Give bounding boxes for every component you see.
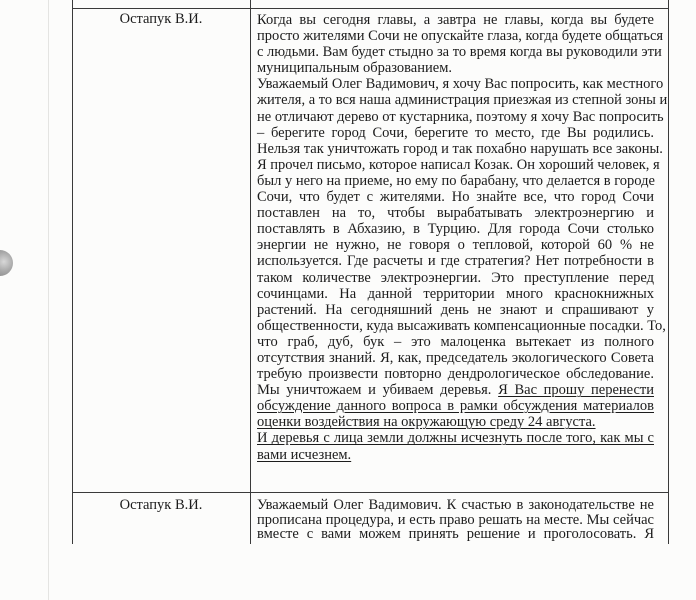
page-fold-line bbox=[48, 0, 49, 600]
text-line: прописана процедура, и есть право решать на месте. Мы сейчас bbox=[257, 511, 654, 528]
punch-hole bbox=[0, 250, 13, 276]
table-border-left bbox=[72, 0, 73, 544]
text-segment: Мы уничтожаем и убиваем деревья. bbox=[257, 382, 492, 399]
text-line: Уважаемый Олег Вадимович, я хочу Вас попросить, как местного bbox=[257, 76, 664, 93]
text-line: общественности, куда высаживать компенсационные посадки. То, bbox=[257, 317, 666, 334]
text-line: отсутствия знаний. Я, как, председатель экологического Совета bbox=[257, 349, 654, 366]
text-line: не отличают дерево от кустарника, поэтому я хочу Вас попросить bbox=[257, 108, 664, 125]
text-line: муниципальным образованием. bbox=[257, 60, 452, 77]
text-line: что граб, дуб, бук – это малоценка вытекает из полного bbox=[257, 333, 654, 350]
text-line: вместе с вами можем принять решение и проголосовать. Я bbox=[257, 526, 654, 543]
text-line: используется. Где расчеты и где стратегия? Нет потребности в bbox=[257, 253, 654, 270]
text-line: Уважаемый Олег Вадимович. К счастью в законодательстве не bbox=[257, 497, 654, 513]
text-line: поставлять в Абхазию, в Турцию. Для города Сочи столько bbox=[257, 221, 654, 238]
table-border-right bbox=[668, 0, 669, 544]
text-line bbox=[257, 382, 654, 398]
table-column-divider bbox=[250, 0, 251, 544]
text-line: сочинцами. На данной территории много краснокнижных bbox=[257, 285, 654, 302]
text-line: – берегите город Сочи, берегите то место, где Вы родились. bbox=[257, 124, 654, 141]
table-row-divider bbox=[72, 492, 669, 493]
text-line: с людьми. Вам будет стыдно за то время когда вы руководили эти bbox=[257, 44, 662, 61]
speaker-name: Остапук В.И. bbox=[119, 11, 203, 27]
text-line: Нельзя так уничтожать город и так похабно нарушать все законы. bbox=[257, 140, 663, 157]
text-line: требую произвести повторно дендрологическое обследование. bbox=[257, 366, 654, 383]
text-line: жителя, а то вся наша администрация приезжая из степной зоны и bbox=[257, 92, 668, 109]
text-line: таком количестве электроэнергии. Это преступление перед bbox=[257, 269, 654, 286]
speech-text bbox=[257, 12, 668, 463]
text-line: растений. На сегодняшний день не знают и спрашивают у bbox=[257, 301, 654, 318]
text-line: Сочи, что будет с жителями. Но знайте все, что город Сочи bbox=[257, 189, 654, 206]
underlined-text-line: обсуждение данного вопроса в рамки обсуждения материалов bbox=[257, 398, 654, 415]
underlined-text-line: И деревья с лица земли должны исчезнуть после того, как мы с bbox=[257, 430, 654, 447]
speech-text bbox=[257, 498, 654, 542]
text-line: был у него на приеме, но ему по барабану, что делается в городе bbox=[257, 172, 655, 189]
text-line: Когда вы сегодня главы, а завтра не главы, когда вы будете bbox=[257, 12, 654, 28]
text-line: поставлен на то, чтобы вырабатывать электроэнергию и bbox=[257, 205, 654, 222]
text-line: Я прочел письмо, которое написал Козак. Он хороший человек, я bbox=[257, 156, 660, 173]
speaker-name: Остапук В.И. bbox=[119, 497, 203, 513]
text-line: просто жителями Сочи не опускайте глаза, когда будете общаться bbox=[257, 28, 664, 45]
underlined-text-segment: Я Вас прошу перенести bbox=[498, 382, 654, 399]
text-line: энергии не нужно, не говоря о тепловой, которой 60 % не bbox=[257, 237, 654, 254]
underlined-text-line: оценки воздействия на окружающую среду 24 августа. bbox=[257, 414, 596, 431]
table-row-divider bbox=[72, 8, 669, 9]
underlined-text-line: вами исчезнем. bbox=[257, 446, 352, 463]
